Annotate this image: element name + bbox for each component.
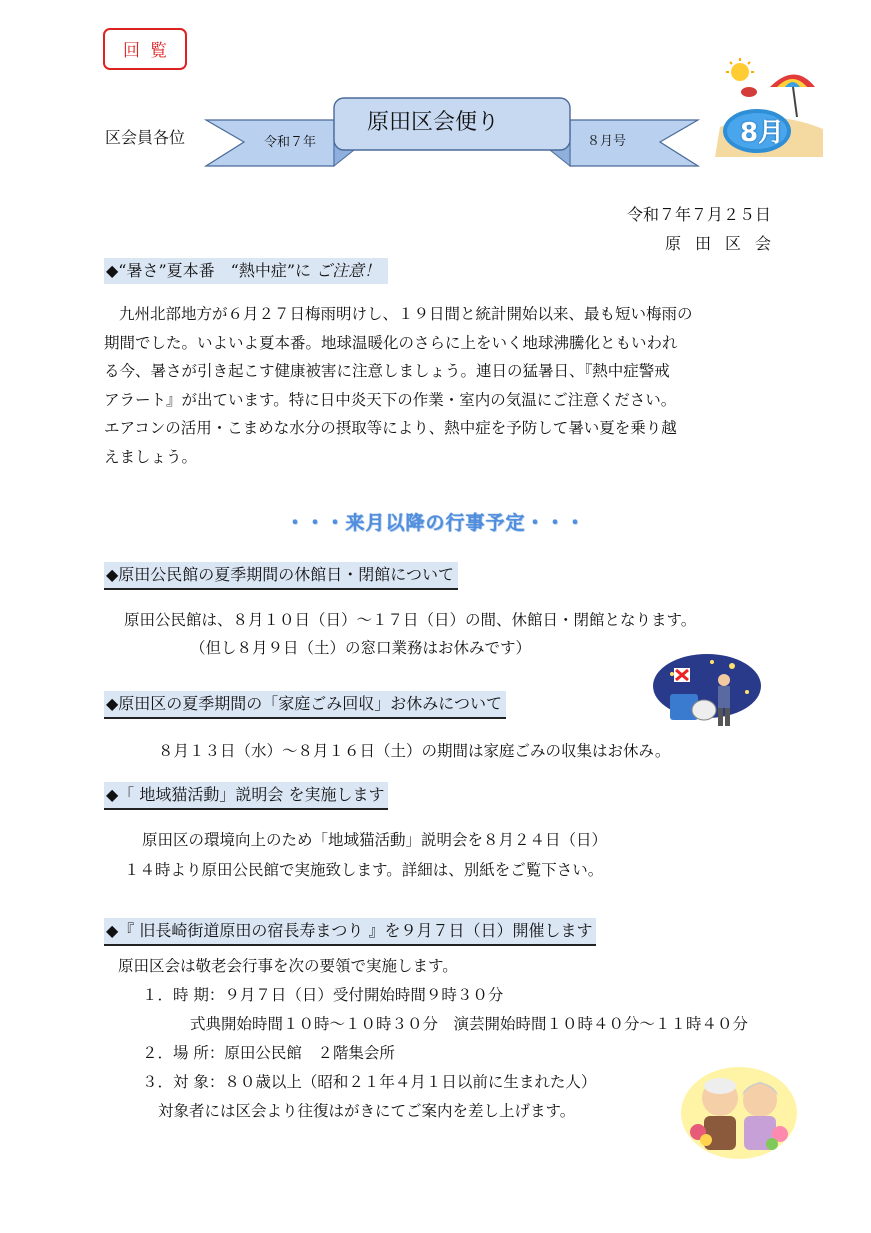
paragraph-line: 期間でした。いよいよ夏本番。地球温暖化のさらに上をいく地球沸騰化ともいわれ — [104, 333, 678, 352]
paragraph-line: えましょう。 — [104, 447, 198, 466]
elderly-couple-illustration — [680, 1058, 798, 1160]
addressee: 区会員各位 — [105, 128, 186, 147]
paragraph-line: る今、暑さが引き起こす健康被害に注意しましょう。連日の猛暑日、『熱中症警戒 — [104, 362, 670, 381]
ribbon-issue: ８月号 — [587, 134, 627, 149]
festival-intro: 原田区会は敬老会行事を次の要領で実施します。 — [118, 957, 458, 975]
festival-item-place: ２．場 所：原田公民館 ２階集会所 — [142, 1044, 395, 1062]
heatstroke-paragraph — [104, 300, 764, 472]
heatstroke-heading-emphasis: ご注意！ — [316, 261, 381, 280]
cat-line-2: １４時より原田公民館で実施致します。詳細は、別紙をご覧下さい。 — [124, 861, 604, 879]
festival-item-time-detail: 式典開始時間１０時～１０時３０分 演芸開始時間１０時４０分～１１時４０分 — [190, 1015, 749, 1033]
upcoming-events-title: ・・・来月以降の行事予定・・・ — [285, 512, 586, 534]
paragraph-line: エアコンの活用・こまめな水分の摂取等により、熱中症を予防して暑い夏を乗り越 — [104, 419, 677, 438]
closure-heading: ◆原田公民館の夏季期間の休館日・閉館について — [104, 562, 458, 590]
festival-item-target: ３．対 象：８０歳以上（昭和２１年４月１日以前に生まれた人） — [142, 1073, 597, 1091]
newsletter-title: 原田区会便り — [366, 110, 499, 135]
issue-date: 令和７年７月２５日 — [626, 205, 771, 224]
garbage-line-1: ８月１３日（水）～８月１６日（土）の期間は家庭ごみの収集はお休み。 — [158, 742, 671, 760]
festival-heading: ◆『 旧長崎街道原田の宿長寿まつり 』を９月７日（日）開催します — [104, 918, 596, 946]
festival-note: 対象者には区会より往復はがきにてご案内を差し上げます。 — [158, 1102, 576, 1120]
paragraph-line: アラート』が出ています。特に日中炎天下の作業・室内の気温にご注意ください。 — [104, 390, 677, 409]
cat-heading: ◆「 地域猫活動」説明会 を実施します — [104, 782, 388, 810]
festival-item-time: １．時 期：９月７日（日）受付開始時間９時３０分 — [142, 986, 504, 1004]
cat-line-1: 原田区の環境向上のため「地域猫活動」説明会を８月２４日（日） — [142, 831, 608, 849]
heatstroke-heading-text: ◆“暑さ”夏本番 “熱中症”に — [106, 261, 312, 280]
august-badge-label: 8月 — [740, 118, 785, 148]
heatstroke-heading — [104, 258, 388, 284]
garbage-heading: ◆原田区の夏季期間の「家庭ごみ回収」お休みについて — [104, 691, 506, 719]
circulation-stamp: 回覧 — [103, 28, 187, 70]
closure-line-2: （但し８月９日（土）の窓口業務はお休みです） — [190, 639, 532, 657]
closure-line-1: 原田公民館は、８月１０日（日）～１７日（日）の間、休館日・閉館となります。 — [124, 611, 697, 629]
issuer-name: 原田区会 — [664, 234, 785, 253]
garbage-night-illustration — [652, 652, 762, 730]
ribbon-era: 令和７年 — [264, 135, 317, 150]
paragraph-line: 九州北部地方が６月２７日梅雨明けし、１９日間と統計開始以来、最も短い梅雨の — [119, 305, 693, 323]
